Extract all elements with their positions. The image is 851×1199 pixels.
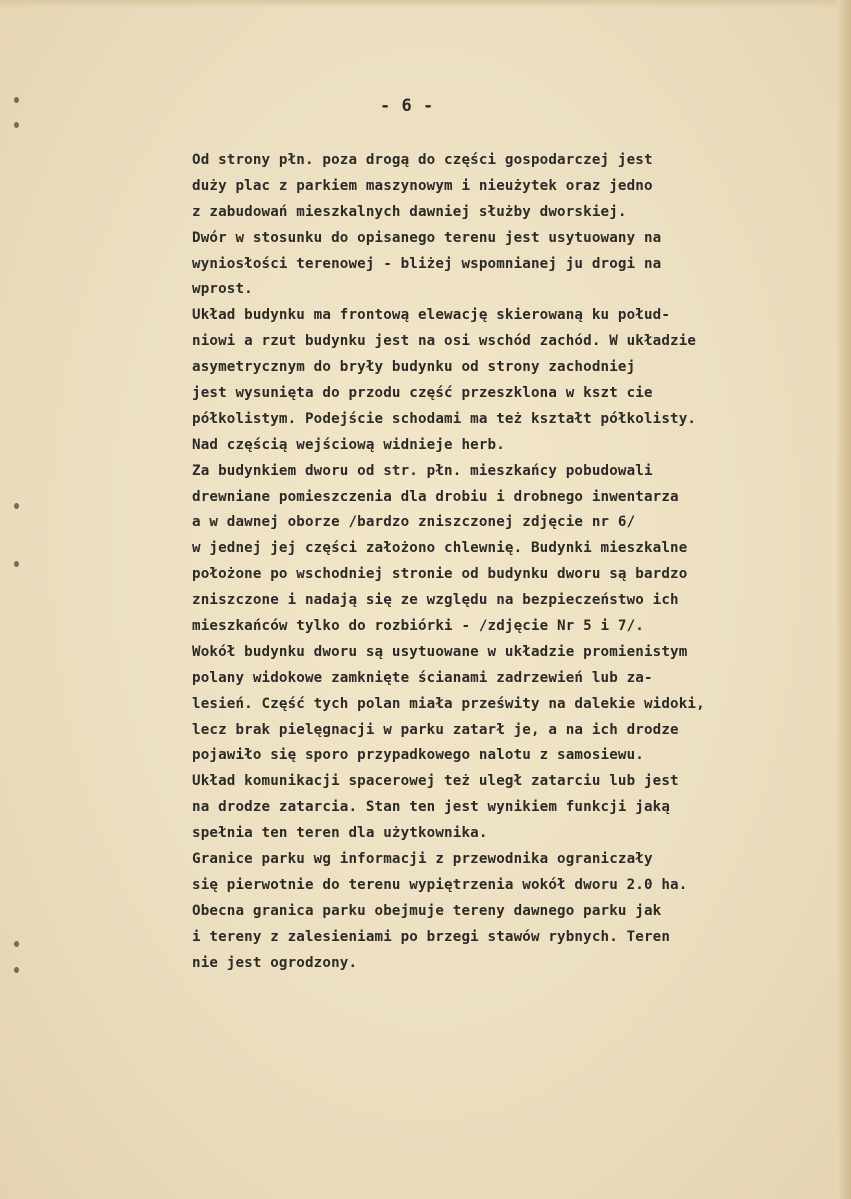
page-right-edge xyxy=(837,0,851,1199)
text-line: położone po wschodniej stronie od budynku dworu są bardzo xyxy=(192,566,688,583)
typed-text-body xyxy=(192,149,822,978)
text-line: niowi a rzut budynku jest na osi wschód zachód. W układzie xyxy=(192,333,697,350)
page-top-edge xyxy=(0,0,851,8)
text-line: wprost. xyxy=(192,281,253,298)
text-line: nie jest ogrodzony. xyxy=(192,954,358,971)
text-line: Nad częścią wejściową widnieje herb. xyxy=(192,436,505,453)
text-line: mieszkańców tylko do rozbiórki - /zdjęcie Nr 5 i 7/. xyxy=(192,618,644,635)
text-line: Za budynkiem dworu od str. płn. mieszkańcy pobudowali xyxy=(192,462,653,479)
text-line: lecz brak pielęgnacji w parku zatarł je, a na ich drodze xyxy=(192,721,679,738)
text-line: Układ budynku ma frontową elewację skierowaną ku połud- xyxy=(192,307,671,324)
text-line: i tereny z zalesieniami po brzegi stawów rybnych. Teren xyxy=(192,928,671,945)
text-line: w jednej jej części założono chlewnię. Budynki mieszkalne xyxy=(192,540,688,557)
punch-hole-mark xyxy=(14,503,19,509)
text-line: duży plac z parkiem maszynowym i nieużytek oraz jedno xyxy=(192,177,653,194)
text-line: Dwór w stosunku do opisanego terenu jest usytuowany na xyxy=(192,229,662,246)
text-line: Układ komunikacji spacerowej też uległ zatarciu lub jest xyxy=(192,773,679,790)
punch-hole-mark xyxy=(14,122,19,128)
text-line: Obecna granica parku obejmuje tereny dawnego parku jak xyxy=(192,902,662,919)
text-line: się pierwotnie do terenu wypiętrzenia wokół dworu 2.0 ha. xyxy=(192,876,688,893)
text-line: z zabudowań mieszkalnych dawniej służby dworskiej. xyxy=(192,203,627,220)
punch-hole-mark xyxy=(14,941,19,947)
text-line: Wokół budynku dworu są usytuowane w układzie promienistym xyxy=(192,643,688,660)
text-line: Granice parku wg informacji z przewodnika ograniczały xyxy=(192,851,653,868)
punch-hole-mark xyxy=(14,561,19,567)
text-line: lesień. Część tych polan miała prześwity na dalekie widoki, xyxy=(192,695,705,712)
text-line: wyniosłości terenowej - bliżej wspomnianej ju drogi na xyxy=(192,255,662,272)
text-line: zniszczone i nadają się ze względu na bezpieczeństwo ich xyxy=(192,592,679,609)
punch-hole-mark xyxy=(14,967,19,973)
page-number: - 6 - xyxy=(380,96,434,116)
text-line: półkolistym. Podejście schodami ma też kształt półkolisty. xyxy=(192,410,697,427)
text-line: polany widokowe zamknięte ścianami zadrzewień lub za- xyxy=(192,669,653,686)
punch-hole-mark xyxy=(14,97,19,103)
text-line: jest wysunięta do przodu część przeszklona w kszt cie xyxy=(192,385,653,402)
text-line: a w dawnej oborze /bardzo zniszczonej zdjęcie nr 6/ xyxy=(192,514,636,531)
text-line: spełnia ten teren dla użytkownika. xyxy=(192,825,488,842)
text-line: asymetrycznym do bryły budynku od strony zachodniej xyxy=(192,359,636,376)
text-line: pojawiło się sporo przypadkowego nalotu z samosiewu. xyxy=(192,747,644,764)
text-line: drewniane pomieszczenia dla drobiu i drobnego inwentarza xyxy=(192,488,679,505)
text-line: na drodze zatarcia. Stan ten jest wynikiem funkcji jaką xyxy=(192,799,671,816)
text-line: Od strony płn. poza drogą do części gospodarczej jest xyxy=(192,152,653,168)
